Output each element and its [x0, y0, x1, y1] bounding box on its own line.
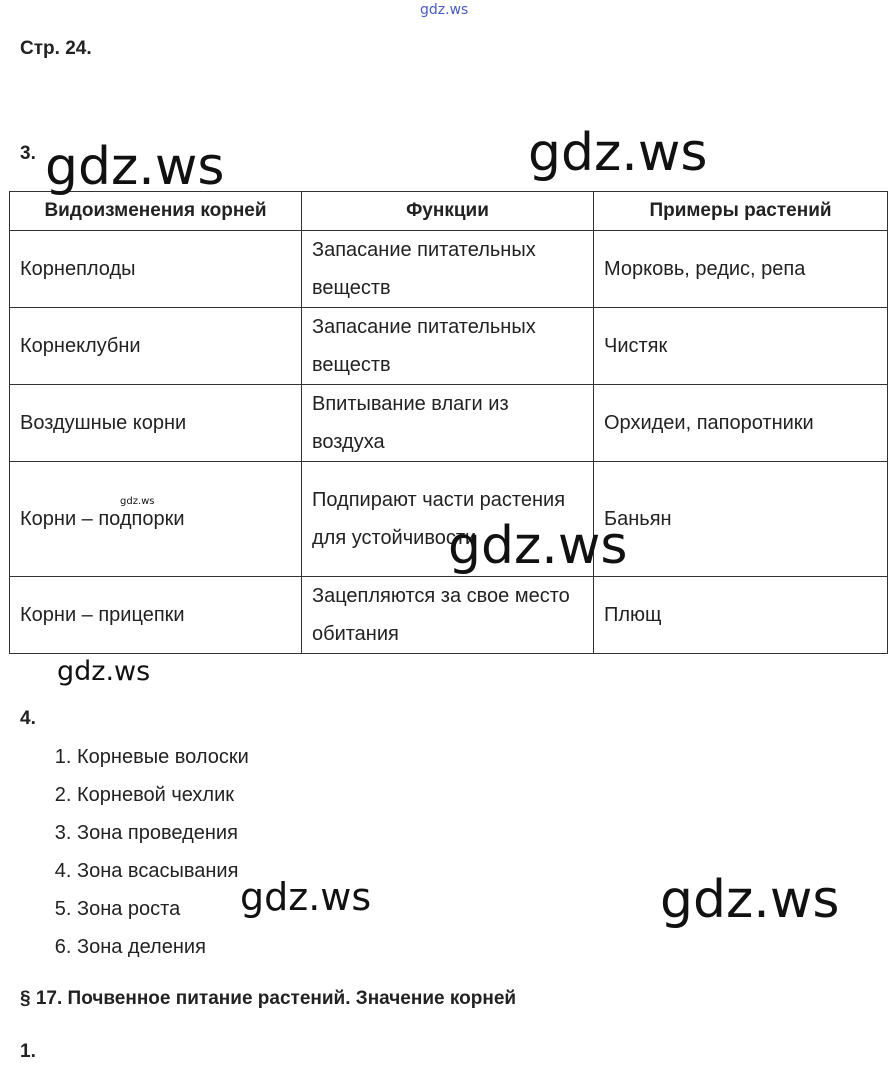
cell-type: Корнеклубни	[10, 308, 302, 385]
column-header-type: Видоизменения корней	[10, 192, 302, 231]
watermark: gdz.ws	[240, 875, 372, 919]
task-3-number: 3.	[20, 143, 36, 164]
cell-function: Подпирают части растения для устойчивости	[302, 462, 594, 577]
cell-type: Воздушные корни	[10, 385, 302, 462]
watermark: gdz.ws	[448, 516, 628, 576]
section-title: § 17. Почвенное питание растений. Значение корней	[20, 988, 517, 1009]
task-1-number: 1.	[20, 1041, 36, 1062]
column-header-examples: Примеры растений	[594, 192, 888, 231]
cell-examples: Чистяк	[594, 308, 888, 385]
watermark: gdz.ws	[120, 496, 155, 507]
table-row	[10, 577, 888, 654]
cell-examples: Орхидеи, папоротники	[594, 385, 888, 462]
task-4-number: 4.	[20, 708, 36, 729]
table-header-row	[10, 192, 888, 231]
table-row	[10, 385, 888, 462]
watermark: gdz.ws	[660, 870, 840, 930]
watermark: gdz.ws	[57, 656, 151, 687]
cell-type: Корни – прицепки	[10, 577, 302, 654]
cell-examples: Баньян	[594, 462, 888, 577]
root-zones-list	[20, 738, 249, 966]
watermark: gdz.ws	[528, 123, 708, 183]
cell-examples: Плющ	[594, 577, 888, 654]
cell-function: Запасание питательных веществ	[302, 308, 594, 385]
watermark-top: gdz.ws	[420, 2, 469, 18]
list-item: 2. Корневой чехлик	[77, 776, 249, 814]
column-header-function: Функции	[302, 192, 594, 231]
table-row	[10, 231, 888, 308]
cell-type: Корнеплоды	[10, 231, 302, 308]
cell-examples: Морковь, редис, репа	[594, 231, 888, 308]
cell-type: Корни – подпорки	[10, 462, 302, 577]
table-row	[10, 308, 888, 385]
list-item: 6. Зона деления	[77, 928, 249, 966]
list-item: 5. Зона роста	[77, 890, 249, 928]
cell-function: Зацепляются за свое место обитания	[302, 577, 594, 654]
list-item: 4. Зона всасывания	[77, 852, 249, 890]
list-item: 3. Зона проведения	[77, 814, 249, 852]
cell-function: Запасание питательных веществ	[302, 231, 594, 308]
watermark: gdz.ws	[45, 137, 225, 197]
cell-function: Впитывание влаги из воздуха	[302, 385, 594, 462]
list-item: 1. Корневые волоски	[77, 738, 249, 776]
root-modifications-table	[9, 191, 888, 654]
page-label: Стр. 24.	[20, 38, 92, 59]
